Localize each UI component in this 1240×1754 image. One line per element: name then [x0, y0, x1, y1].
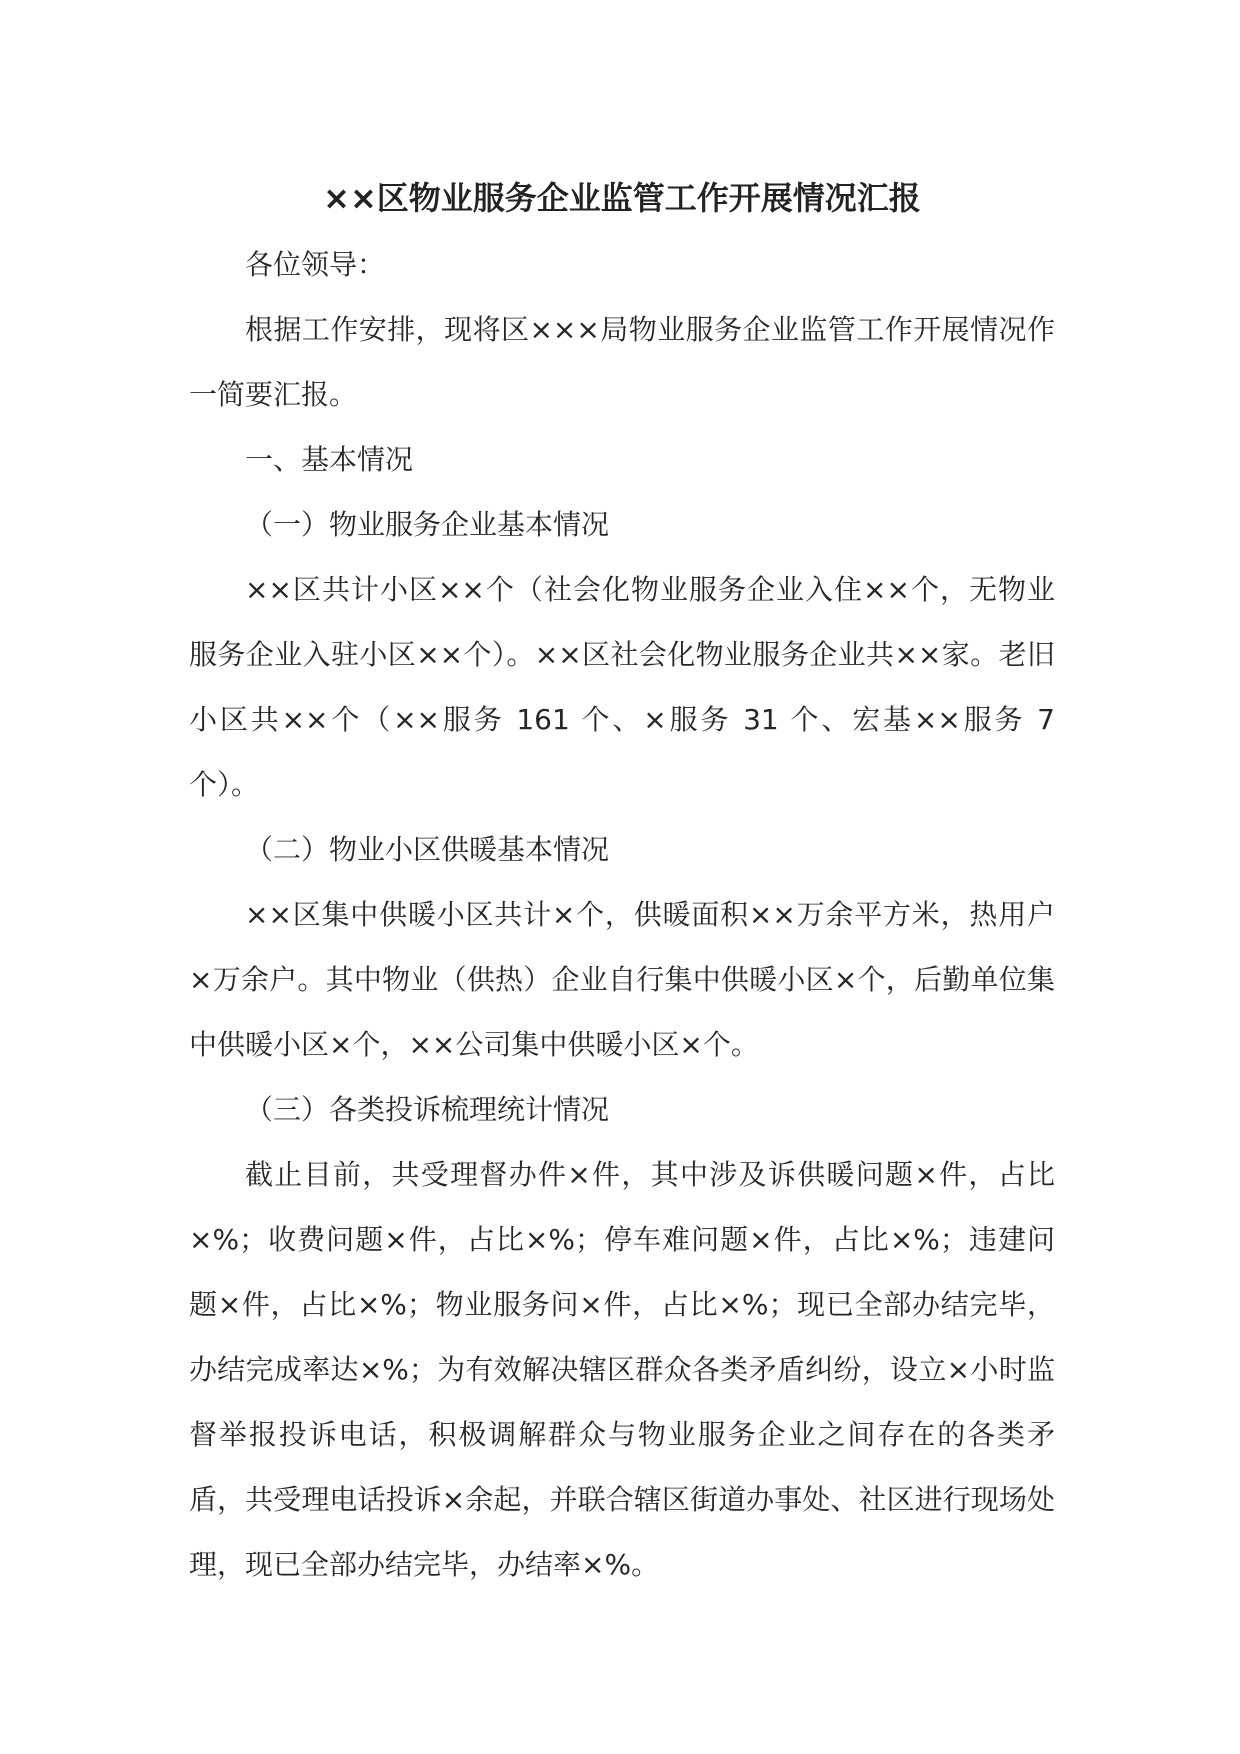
subsection-heading-2: （二）物业小区供暖基本情况 — [245, 833, 610, 866]
section-heading-basic: 一、基本情况 — [245, 443, 414, 476]
subsection-body-2: ××区集中供暖小区共计×个，供暖面积××万余平方米，热用户×万余户。其中物业（供热）企业自行集中供暖小区×个，后勤单位集中供暖小区×个，××公司集中供暖小区×个。 — [189, 898, 1055, 1061]
subsection-heading-1: （一）物业服务企业基本情况 — [245, 508, 610, 541]
subsection-body-3: 截止目前，共受理督办件×件，其中涉及诉供暖问题×件，占比×%；收费问题×件，占比×%；停车难问题×件，占比×%；违建问题×件，占比×%；物业服务问×件，占比×%；现已全部办结完毕，办结完成率达×%；为有效解决辖区群众各类矛盾纠纷，设立×小时监督举报投诉电话，积极调解群众与物业服务企业之间存在的各类矛盾，共受理电话投诉×余起，并联合辖区街道办事处、社区进行现场处理，现已全部办结完毕，办结率×%。 — [189, 1158, 1055, 1581]
subsection-heading-3: （三）各类投诉梳理统计情况 — [245, 1093, 610, 1126]
document-title: ××区物业服务企业监管工作开展情况汇报 — [323, 179, 921, 217]
intro-paragraph: 根据工作安排，现将区×××局物业服务企业监管工作开展情况作一简要汇报。 — [189, 313, 1055, 411]
subsection-body-1: ××区共计小区××个（社会化物业服务企业入住××个，无物业服务企业入驻小区××个）。××区社会化物业服务企业共××家。老旧小区共××个（××服务 161 个、×服务 31 个、宏基××服务 7 个）。 — [189, 573, 1055, 801]
document-page — [189, 170, 1055, 1597]
salutation: 各位领导： — [245, 248, 386, 281]
